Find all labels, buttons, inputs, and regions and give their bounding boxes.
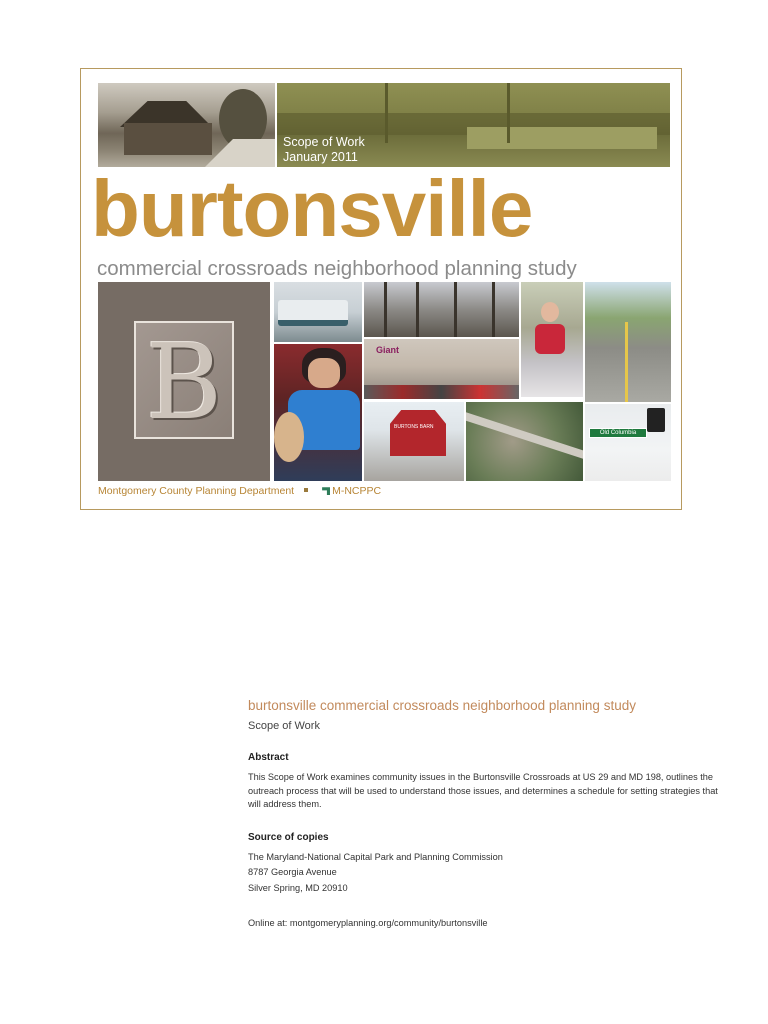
info-title: burtonsville commercial crossroads neighborhood planning study <box>248 698 636 713</box>
red-barn-photo <box>364 402 464 481</box>
logo-tile <box>98 282 270 481</box>
info-subtitle: Scope of Work <box>248 720 320 732</box>
address-line-org: The Maryland-National Capital Park and Planning Commission <box>248 851 503 862</box>
shopping-center-photo <box>277 83 670 167</box>
separator-dot-icon <box>304 488 308 492</box>
trees-photo <box>364 282 519 337</box>
barn-sign: BURTONS BARN <box>394 424 434 430</box>
online-link[interactable]: Online at: montgomeryplanning.org/community/burtonsville <box>248 918 488 928</box>
girl-photo <box>521 282 583 397</box>
b-logo-icon <box>134 321 234 443</box>
aerial-photo <box>466 402 583 481</box>
cover-subtitle: commercial crossroads neighborhood planning study <box>97 257 577 280</box>
cover-footer <box>98 485 381 497</box>
giant-store-photo <box>364 339 519 399</box>
abstract-heading: Abstract <box>248 752 289 763</box>
road-photo <box>585 282 671 402</box>
street-sign-photo <box>585 404 671 481</box>
footer-agency: M-NCPPC <box>332 485 382 497</box>
source-address <box>248 850 728 897</box>
logo-letter: B <box>145 321 223 443</box>
cover-page <box>80 68 682 510</box>
footer-department: Montgomery County Planning Department <box>98 485 295 497</box>
bus-photo <box>274 282 362 342</box>
giant-sign: Giant <box>376 345 400 355</box>
cover-title: burtonsville <box>91 164 533 253</box>
cover-caption-date: January 2011 <box>283 150 358 164</box>
source-heading: Source of copies <box>248 831 329 843</box>
boy-guitar-photo <box>274 344 362 481</box>
cover-caption-doc-type: Scope of Work <box>283 135 365 149</box>
address-line-street: 8787 Georgia Avenue <box>248 867 337 877</box>
address-line-city: Silver Spring, MD 20910 <box>248 882 348 893</box>
traffic-light-icon <box>647 408 665 432</box>
street-sign: Old Columbia <box>589 428 647 438</box>
old-barn-photo <box>98 83 275 167</box>
mncppc-logo-icon <box>322 487 330 495</box>
info-block <box>248 698 728 928</box>
abstract-text: This Scope of Work examines community issues in the Burtonsville Crossroads at US 29 and MD 198, outlines the outreach process that will be used to understand those issues, and determines a schedule for setting strategies that will address them. <box>248 772 718 809</box>
